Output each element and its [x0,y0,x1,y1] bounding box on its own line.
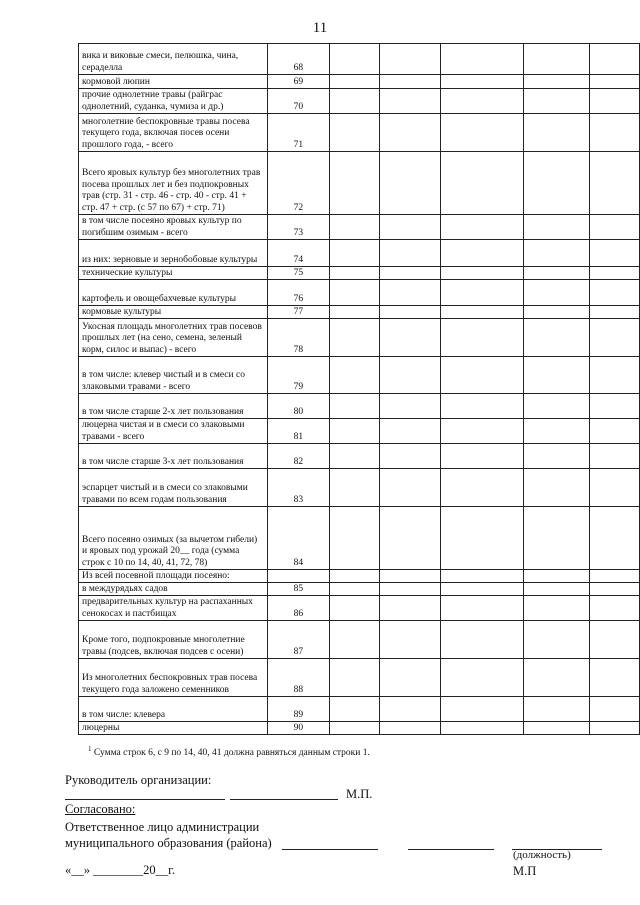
value-cell[interactable] [590,306,640,319]
footnote-text: Сумма строк 6, с 9 по 14, 40, 41 должна равняться данным строки 1. [93,748,370,759]
value-cell[interactable] [590,44,640,75]
value-cell[interactable] [524,469,590,507]
value-cell[interactable] [590,596,640,621]
value-cell[interactable] [329,507,379,570]
value-cell[interactable] [440,44,524,75]
table-row [79,507,640,570]
row-code: 69 [268,75,330,89]
value-cell[interactable] [379,75,440,89]
value-cell[interactable] [440,89,524,114]
row-label: прочие однолетние травы (райграс однолетний, суданка, чумиза и др.) [79,89,268,114]
row-label: Из всей посевной площади посеяно: [79,570,268,583]
row-code: 90 [268,722,330,735]
value-cell[interactable] [440,507,524,570]
value-cell[interactable] [440,570,524,583]
value-cell[interactable] [329,357,379,394]
value-cell[interactable] [590,444,640,469]
row-code: 74 [268,240,330,267]
stamp-place-label: М.П. [346,787,373,801]
value-cell[interactable] [590,722,640,735]
table-row [79,469,640,507]
value-cell[interactable] [379,621,440,659]
row-code: 84 [268,507,330,570]
table-row [79,319,640,357]
sown-area-table [78,43,640,735]
value-cell[interactable] [379,722,440,735]
value-cell[interactable] [440,152,524,215]
table-row [79,444,640,469]
row-label: Кроме того, подпокровные многолетние травы (подсев, включая подсев с осени) [79,621,268,659]
value-cell[interactable] [524,319,590,357]
value-cell[interactable] [440,75,524,89]
value-cell[interactable] [379,596,440,621]
row-label: в том числе старше 2-х лет пользования [79,394,268,419]
table-row [79,570,640,583]
value-cell[interactable] [440,419,524,444]
row-code: 83 [268,469,330,507]
value-cell[interactable] [440,240,524,267]
table-row [79,596,640,621]
value-cell[interactable] [440,215,524,240]
row-code: 71 [268,114,330,152]
value-cell[interactable] [329,89,379,114]
value-cell[interactable] [440,621,524,659]
value-cell[interactable] [440,697,524,722]
value-cell[interactable] [329,75,379,89]
row-code: 88 [268,659,330,697]
value-cell[interactable] [379,240,440,267]
agreed-label: Согласовано: [65,802,136,816]
row-label: вика и виковые смеси, пелюшка, чина, сераделла [79,44,268,75]
value-cell[interactable] [379,419,440,444]
name-line [408,849,494,850]
value-cell[interactable] [590,419,640,444]
value-cell[interactable] [590,114,640,152]
row-label: в том числе: клевера [79,697,268,722]
value-cell[interactable] [379,583,440,596]
value-cell[interactable] [379,280,440,306]
row-code: 73 [268,215,330,240]
row-label: люцерна чистая и в смеси со злаковыми травами - всего [79,419,268,444]
value-cell[interactable] [524,357,590,394]
value-cell[interactable] [524,89,590,114]
row-code: 70 [268,89,330,114]
value-cell[interactable] [329,394,379,419]
value-cell[interactable] [379,659,440,697]
row-label: эспарцет чистый и в смеси со злаковыми травами по всем годам пользования [79,469,268,507]
row-code: 87 [268,621,330,659]
value-cell[interactable] [440,596,524,621]
value-cell[interactable] [379,267,440,280]
value-cell[interactable] [590,240,640,267]
signature-line-2 [230,799,338,800]
value-cell[interactable] [379,507,440,570]
value-cell[interactable] [329,570,379,583]
value-cell[interactable] [440,280,524,306]
value-cell[interactable] [524,394,590,419]
value-cell[interactable] [379,444,440,469]
value-cell[interactable] [590,570,640,583]
value-cell[interactable] [524,152,590,215]
value-cell[interactable] [590,215,640,240]
table-row [79,697,640,722]
value-cell[interactable] [524,596,590,621]
value-cell[interactable] [440,659,524,697]
value-cell[interactable] [524,444,590,469]
row-label: многолетние беспокровные травы посева текущего года, включая посев осени прошлого года, - всего [79,114,268,152]
value-cell[interactable] [329,697,379,722]
value-cell[interactable] [379,319,440,357]
value-cell[interactable] [524,280,590,306]
value-cell[interactable] [524,697,590,722]
row-code: 76 [268,280,330,306]
municipality-signature-line [282,849,378,850]
row-code [268,570,330,583]
value-cell[interactable] [524,621,590,659]
date-field: «__» ________20__г. [65,863,175,877]
value-cell[interactable] [440,114,524,152]
value-cell[interactable] [524,419,590,444]
value-cell[interactable] [329,319,379,357]
value-cell[interactable] [440,722,524,735]
value-cell[interactable] [379,215,440,240]
value-cell[interactable] [524,507,590,570]
row-code: 89 [268,697,330,722]
value-cell[interactable] [440,319,524,357]
table-row [79,152,640,215]
table-row [79,215,640,240]
table-row [79,240,640,267]
value-cell[interactable] [524,722,590,735]
stamp-place-label-2: М.П [513,864,537,878]
value-cell[interactable] [440,444,524,469]
value-cell[interactable] [440,394,524,419]
row-label: в том числе старше 3-х лет пользования [79,444,268,469]
table-row [79,583,640,596]
value-cell[interactable] [329,267,379,280]
value-cell[interactable] [590,75,640,89]
value-cell[interactable] [329,583,379,596]
value-cell[interactable] [590,659,640,697]
table-row [79,621,640,659]
table-row [79,44,640,75]
row-code: 81 [268,419,330,444]
value-cell[interactable] [524,114,590,152]
value-cell[interactable] [590,507,640,570]
row-label: Укосная площадь многолетних трав посевов прошлых лет (на сено, семена, зеленый корм, силос и выпас) - всего [79,319,268,357]
row-label: кормовой люпин [79,75,268,89]
table-row [79,267,640,280]
table-row [79,659,640,697]
table-row [79,419,640,444]
row-label: технические культуры [79,267,268,280]
row-code: 86 [268,596,330,621]
page-number: 11 [312,20,328,36]
head-of-organization-label: Руководитель организации: [65,773,212,787]
value-cell[interactable] [379,89,440,114]
value-cell[interactable] [329,114,379,152]
table-row [79,75,640,89]
row-label: в междурядьях садов [79,583,268,596]
table-row [79,357,640,394]
table-row [79,306,640,319]
value-cell[interactable] [590,357,640,394]
row-label: в том числе посеяно яровых культур по погибшим озимым - всего [79,215,268,240]
value-cell[interactable] [379,394,440,419]
value-cell[interactable] [590,621,640,659]
value-cell[interactable] [440,306,524,319]
value-cell[interactable] [329,621,379,659]
value-cell[interactable] [440,267,524,280]
row-code: 75 [268,267,330,280]
row-label: Всего посеяно озимых (за вычетом гибели) и яровых под урожай 20__ года (сумма строк с 10 по 14, 40, 41, 72, 78) [79,507,268,570]
value-cell[interactable] [590,469,640,507]
row-code: 77 [268,306,330,319]
value-cell[interactable] [524,267,590,280]
row-label: картофель и овощебахчевые культуры [79,280,268,306]
table-row [79,394,640,419]
value-cell[interactable] [440,583,524,596]
value-cell[interactable] [524,583,590,596]
row-label: Всего яровых культур без многолетних трав посева прошлых лет и без подпокровных трав (стр. 31 - стр. 46 - стр. 40 - стр. 41 + стр. 47 + стр. (с 57 по 67) + стр. 71) [79,152,268,215]
row-code: 72 [268,152,330,215]
value-cell[interactable] [329,444,379,469]
signature-line-1 [65,799,225,800]
value-cell[interactable] [379,357,440,394]
row-label: из них: зерновые и зернобобовые культуры [79,240,268,267]
row-label: в том числе: клевер чистый и в смеси со злаковыми травами - всего [79,357,268,394]
row-code: 80 [268,394,330,419]
value-cell[interactable] [590,280,640,306]
position-caption: (должность) [513,849,571,861]
value-cell[interactable] [440,469,524,507]
row-code: 78 [268,319,330,357]
row-label: люцерны [79,722,268,735]
table-row [79,722,640,735]
value-cell[interactable] [524,44,590,75]
value-cell[interactable] [379,697,440,722]
footnote-mark: 1 [88,745,92,753]
value-cell[interactable] [379,44,440,75]
value-cell[interactable] [590,583,640,596]
value-cell[interactable] [329,44,379,75]
row-label: предварительных культур на распаханных сенокосах и пастбищах [79,596,268,621]
row-label: кормовые культуры [79,306,268,319]
value-cell[interactable] [524,570,590,583]
value-cell[interactable] [329,152,379,215]
value-cell[interactable] [590,697,640,722]
table-row [79,114,640,152]
value-cell[interactable] [379,570,440,583]
row-code: 82 [268,444,330,469]
municipality-label: муниципального образования (района) [65,836,272,850]
value-cell[interactable] [524,240,590,267]
value-cell[interactable] [524,306,590,319]
footnote [88,745,370,758]
row-code: 79 [268,357,330,394]
row-code: 85 [268,583,330,596]
row-label: Из многолетних беспокровных трав посева текущего года заложено семенников [79,659,268,697]
value-cell[interactable] [329,215,379,240]
value-cell[interactable] [590,319,640,357]
value-cell[interactable] [329,659,379,697]
value-cell[interactable] [524,659,590,697]
value-cell[interactable] [329,419,379,444]
row-code: 68 [268,44,330,75]
value-cell[interactable] [379,306,440,319]
value-cell[interactable] [329,596,379,621]
value-cell[interactable] [329,280,379,306]
value-cell[interactable] [524,215,590,240]
value-cell[interactable] [329,722,379,735]
value-cell[interactable] [329,469,379,507]
table-row [79,89,640,114]
value-cell[interactable] [590,267,640,280]
value-cell[interactable] [329,240,379,267]
value-cell[interactable] [590,89,640,114]
value-cell[interactable] [379,152,440,215]
value-cell[interactable] [379,114,440,152]
responsible-person-label: Ответственное лицо администрации [65,820,260,834]
value-cell[interactable] [440,357,524,394]
value-cell[interactable] [590,394,640,419]
table-row [79,280,640,306]
value-cell[interactable] [590,152,640,215]
value-cell[interactable] [329,306,379,319]
value-cell[interactable] [379,469,440,507]
value-cell[interactable] [524,75,590,89]
